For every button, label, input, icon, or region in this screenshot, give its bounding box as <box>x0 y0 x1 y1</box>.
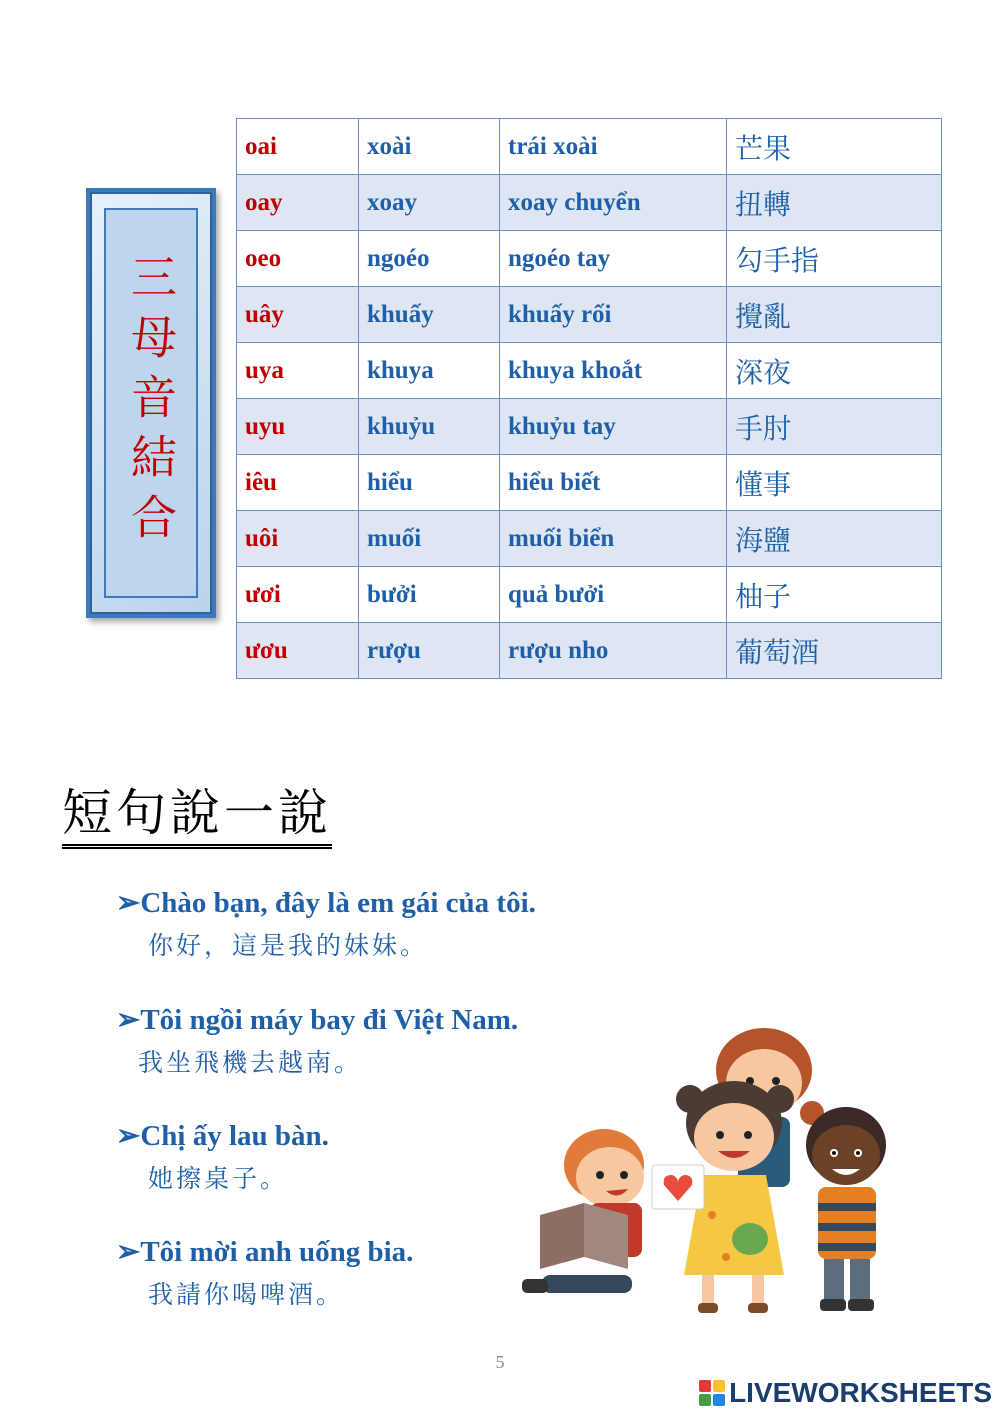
meaning-cell: 攪亂 <box>727 287 942 343</box>
brand-watermark <box>699 1377 992 1409</box>
vowel-cell: oay <box>237 175 359 231</box>
word-cell: khuỷu <box>359 399 500 455</box>
arrow-bullet-icon: ➢ <box>116 887 141 919</box>
meaning-cell: 扭轉 <box>727 175 942 231</box>
phrase-cell: ngoéo tay <box>500 231 727 287</box>
sentence-vietnamese <box>116 1002 518 1037</box>
side-title: 三母音結合 <box>124 253 178 553</box>
word-cell: rượu <box>359 623 500 679</box>
sentence-chinese: 你好，這是我的妹妹。 <box>148 931 429 960</box>
word-cell: xoay <box>359 175 500 231</box>
meaning-cell: 柚子 <box>727 567 942 623</box>
arrow-bullet-icon: ➢ <box>116 1120 141 1152</box>
table-row <box>237 231 942 287</box>
sentence-vietnamese-text: Chị ấy lau bàn. <box>140 1120 329 1152</box>
table-row <box>237 399 942 455</box>
phrase-cell: xoay chuyển <box>500 175 727 231</box>
word-cell: bưởi <box>359 567 500 623</box>
sentence-item <box>116 1002 518 1079</box>
sentence-vietnamese-text: Tôi mời anh uống bia. <box>140 1236 414 1268</box>
vowel-cell: ươu <box>237 623 359 679</box>
vowel-cell: iêu <box>237 455 359 511</box>
table-row <box>237 511 942 567</box>
meaning-cell: 海鹽 <box>727 511 942 567</box>
phrase-cell: trái xoài <box>500 119 727 175</box>
page-number: 5 <box>495 1352 505 1372</box>
phrase-cell: khuấy rối <box>500 287 727 343</box>
sentence-chinese: 我請你喝啤酒。 <box>148 1280 345 1309</box>
sentence-vietnamese <box>116 1118 329 1153</box>
vowel-cell: oai <box>237 119 359 175</box>
table-row <box>237 175 942 231</box>
word-cell: muối <box>359 511 500 567</box>
meaning-cell: 深夜 <box>727 343 942 399</box>
sentence-item <box>116 1118 329 1195</box>
phrase-cell: muối biển <box>500 511 727 567</box>
vowel-combination-table <box>236 118 942 679</box>
sentence-item <box>116 885 536 962</box>
children-reading-icon <box>512 1025 912 1325</box>
side-title-panel <box>104 208 198 598</box>
phrase-cell: hiểu biết <box>500 455 727 511</box>
table-row <box>237 343 942 399</box>
arrow-bullet-icon: ➢ <box>116 1004 141 1036</box>
logo-tile <box>699 1394 711 1406</box>
word-cell: ngoéo <box>359 231 500 287</box>
section-title: 短句說一說 <box>62 788 332 849</box>
table-row <box>237 119 942 175</box>
table-row <box>237 455 942 511</box>
meaning-cell: 勾手指 <box>727 231 942 287</box>
vowel-cell: uây <box>237 287 359 343</box>
vowel-cell: oeo <box>237 231 359 287</box>
word-cell: khuya <box>359 343 500 399</box>
sentence-chinese: 我坐飛機去越南。 <box>138 1048 363 1077</box>
table-row <box>237 567 942 623</box>
side-title-box <box>86 188 216 618</box>
vowel-cell: uya <box>237 343 359 399</box>
meaning-cell: 芒果 <box>727 119 942 175</box>
sentence-item <box>116 1234 413 1311</box>
phrase-cell: rượu nho <box>500 623 727 679</box>
meaning-cell: 手肘 <box>727 399 942 455</box>
word-cell: khuấy <box>359 287 500 343</box>
meaning-cell: 葡萄酒 <box>727 623 942 679</box>
brand-logo-icon <box>699 1380 725 1406</box>
logo-tile <box>713 1380 725 1392</box>
vowel-cell: ươi <box>237 567 359 623</box>
sentence-chinese: 她擦桌子。 <box>148 1164 289 1193</box>
meaning-cell: 懂事 <box>727 455 942 511</box>
sentence-vietnamese-text: Tôi ngồi máy bay đi Việt Nam. <box>140 1004 519 1036</box>
vowel-cell: uyu <box>237 399 359 455</box>
word-cell: hiểu <box>359 455 500 511</box>
sentence-vietnamese <box>116 885 536 920</box>
table-row <box>237 287 942 343</box>
table-row <box>237 623 942 679</box>
brand-name: LIVEWORKSHEETS <box>729 1377 992 1408</box>
logo-tile <box>713 1394 725 1406</box>
phrase-cell: quả bưởi <box>500 567 727 623</box>
vowel-cell: uôi <box>237 511 359 567</box>
word-cell: xoài <box>359 119 500 175</box>
logo-tile <box>699 1380 711 1392</box>
phrase-cell: khuya khoắt <box>500 343 727 399</box>
sentence-vietnamese-text: Chào bạn, đây là em gái của tôi. <box>140 887 536 919</box>
sentence-vietnamese <box>116 1234 413 1269</box>
phrase-cell: khuỷu tay <box>500 399 727 455</box>
arrow-bullet-icon: ➢ <box>116 1236 141 1268</box>
